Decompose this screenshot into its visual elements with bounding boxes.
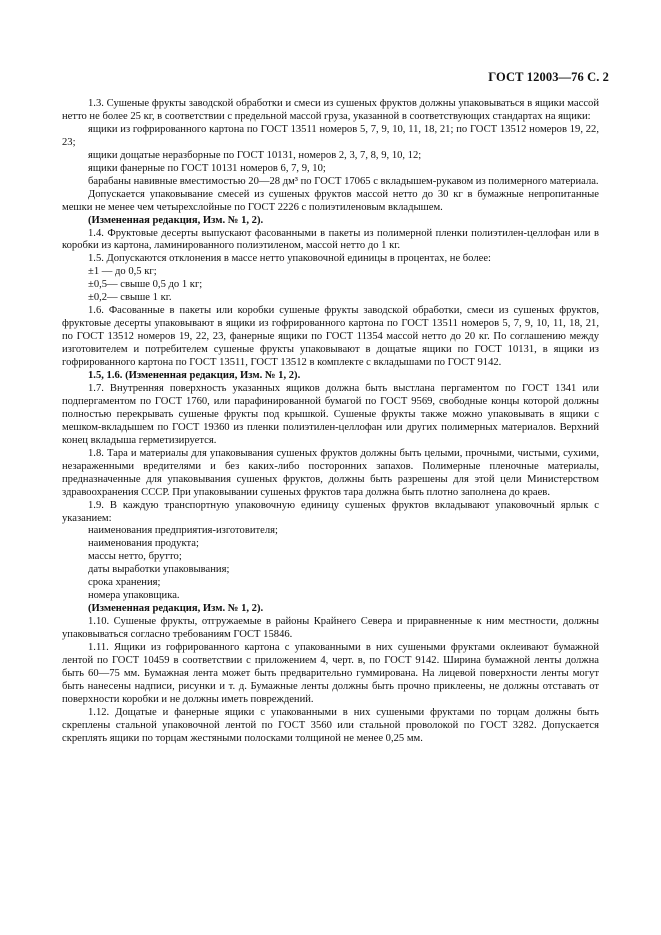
paragraph-1-12: 1.12. Дощатые и фанерные ящики с упакованными в них сушеными фруктами по торцам должны быть скреплены стальной упаковочной лентой по ГОСТ 3560 или стальной проволокой по ГОСТ 3282. Допускается скреплять ящики по торцам жестяными полосками толщиной не менее 0,25 мм.: [62, 706, 599, 744]
label-item: массы нетто, брутто;: [88, 551, 182, 563]
revision-note: 1.5, 1.6. (Измененная редакция, Изм. № 1, 2).: [88, 370, 301, 382]
tolerance-item: ±0,5— свыше 0,5 до 1 кг;: [88, 279, 203, 291]
list-item-drums: барабаны навивные вместимостью 20—28 дм³ по ГОСТ 17065 с вкладышем-рукавом из полимерного материала.: [88, 175, 599, 187]
label-item: номера упаковщика.: [88, 590, 180, 602]
paragraph-1-8: 1.8. Тара и материалы для упаковывания сушеных фруктов должны быть целыми, прочными, чистыми, сухими, незараженными вредителями и без каких-либо посторонних запахов. Полимерные пленочные материалы, предназначенные для упаковывания сушеных фруктов, должны быть разрешены для этой цели Министерством здравоохранения СССР. При упаковывании сушеных фруктов тара должна быть плотно заполнена до краев.: [62, 447, 599, 498]
paragraph-1-4: 1.4. Фруктовые десерты выпускают фасованными в пакеты из полимерной пленки полиэтилен-целлофан или в коробки из картона, ламинированного полиэтиленом, массой нетто до 1 кг.: [62, 227, 599, 252]
label-item: наименования предприятия-изготовителя;: [88, 525, 278, 537]
revision-note: (Измененная редакция, Изм. № 1, 2).: [88, 603, 264, 615]
tolerance-item: ±1 — до 0,5 кг;: [88, 266, 157, 278]
label-item: даты выработки упаковывания;: [88, 564, 230, 576]
paragraph-1-10: 1.10. Сушеные фрукты, отгружаемые в районы Крайнего Севера и приравненные к ним местности, должны упаковываться согласно требованиям ГОСТ 15846.: [62, 616, 599, 641]
list-item-plywood-boxes: ящики фанерные по ГОСТ 10131 номеров 6, 7, 9, 10;: [88, 162, 326, 174]
revision-note: (Измененная редакция, Изм. № 1, 2).: [88, 214, 264, 226]
paragraph-1-5: 1.5. Допускаются отклонения в массе нетто упаковочной единицы в процентах, не более:: [88, 253, 491, 265]
paragraph-1-6: 1.6. Фасованные в пакеты или коробки сушеные фрукты заводской обработки, смеси из сушеных фруктов, фруктовые десерты упаковывают в ящики из гофрированного картона по ГОСТ 13511 номеров 5, 7, 9, 10, 11, 18, 21, по ГОСТ 13512 номеров 19, 22, 23, фанерные ящики по ГОСТ 11354 массой нетто до 20 кг. По соглашению между изготовителем и потребителем сушеные фрукты упаковывают в дощатые ящики по ГОСТ 10131, в ящики из гофрированного картона по ГОСТ 13511, ГОСТ 13512 в комплекте с вкладышами по ГОСТ 9142.: [62, 305, 599, 369]
tolerance-item: ±0,2— свыше 1 кг.: [88, 292, 172, 304]
paragraph-1-11: 1.11. Ящики из гофрированного картона с упакованными в них сушеными фруктами оклеивают бумажной лентой по ГОСТ 10459 в соответствии с приложением 4, черт. в, по ГОСТ 9142. Ширина бумажной ленты должна быть 60—75 мм. Бумажная лента может быть предварительно гуммирована. На лицевой поверхности ленты могут быть нанесены надписи, рисунки и т. д. Бумажные ленты должны быть прочно приклеены, не должны отставать от поверхности коробки и не должны иметь повреждений.: [62, 642, 599, 705]
paragraph-bags: Допускается упаковывание смесей из сушеных фруктов массой нетто до 30 кг в бумажные непропитанные мешки не менее чем четырехслойные по ГОСТ 2226 с полиэтиленовым вкладышем.: [62, 188, 599, 213]
document-body: [62, 98, 599, 746]
paragraph-1-3: 1.3. Сушеные фрукты заводской обработки и смеси из сушеных фруктов должны упаковываться в ящики массой нетто не более 25 кг, в соответствии с предельной массой груза, указанной в соответствующих стандартах на ящики:: [62, 98, 599, 122]
page-header: ГОСТ 12003—76 С. 2: [488, 70, 609, 84]
list-item-wooden-boxes: ящики дощатые неразборные по ГОСТ 10131, номеров 2, 3, 7, 8, 9, 10, 12;: [88, 149, 422, 161]
paragraph-1-7: 1.7. Внутренняя поверхность указанных ящиков должна быть выстлана пергаментом по ГОСТ 1341 или подпергаментом по ГОСТ 1760, или парафинированной бумагой по ГОСТ 9569, свободные концы которой должны полностью перекрывать сушеные фрукты под крышкой. Сушеные фрукты также можно упаковывать в ящики с мешком-вкладышем по ГОСТ 19360 из пленки полиэтилен-целлофан или других полимерных материалов. Верхний конец вкладыша герметизируется.: [62, 382, 599, 446]
label-item: срока хранения;: [88, 577, 161, 589]
paragraph-1-9: 1.9. В каждую транспортную упаковочную единицу сушеных фруктов вкладывают упаковочный ярлык с указанием:: [62, 499, 599, 524]
list-item-corrugated-boxes: ящики из гофрированного картона по ГОСТ 13511 номеров 5, 7, 9, 10, 11, 18, 21; по ГОСТ 13512 номеров 19, 22, 23;: [62, 123, 599, 148]
label-item: наименования продукта;: [88, 538, 199, 550]
